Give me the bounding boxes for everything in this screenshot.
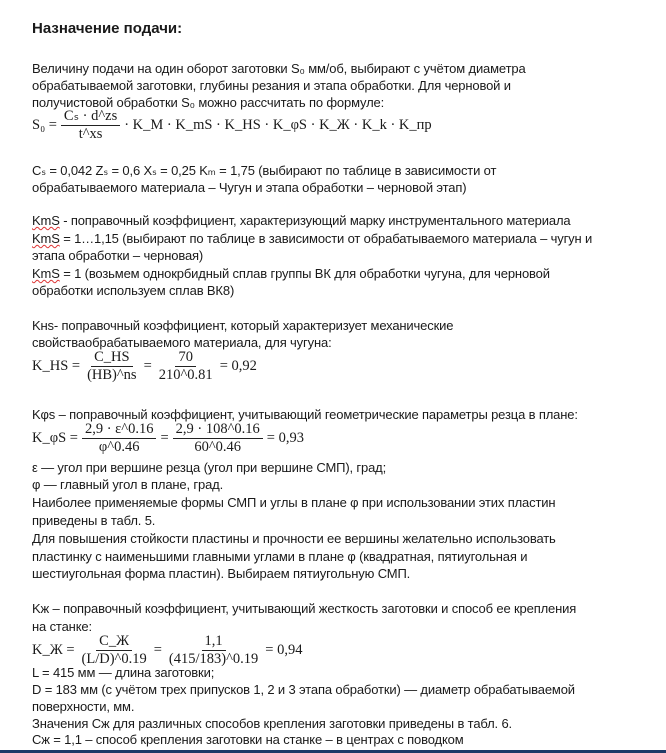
paragraph-line: Наиболее применяемые формы СМП и углы в плане φ при использовании этих пластин [32, 495, 556, 510]
kms-label: KmS [32, 231, 60, 246]
paragraph-line: получистовой обработки S₀ можно рассчитать по формуле: [32, 95, 385, 110]
paragraph-line: приведены в табл. 5. [32, 513, 156, 528]
formula-denominator: 210^0.81 [158, 367, 213, 383]
paragraph-line: Для повышения стойкости пластины и прочности ее вершины желательно использовать [32, 531, 556, 546]
formula-numerator: C_HS [91, 350, 132, 367]
paragraph-line: обработки используем сплав ВК8) [32, 283, 235, 298]
paragraph-line [32, 230, 592, 247]
formula-s0 [32, 109, 432, 142]
formula-numerator: 2,9 · 108^0.16 [173, 422, 263, 439]
formula-numerator: 70 [175, 350, 196, 367]
paragraph-line: поверхности, мм. [32, 699, 135, 714]
formula-lhs: K_Ж = [32, 642, 75, 658]
formula-numerator: Cₛ · d^zs [61, 109, 120, 126]
paragraph-line: пластинку с наименьшими главными углами в плане φ (квадратная, пятиугольная и [32, 549, 528, 564]
formula-denominator: φ^0.46 [98, 439, 140, 455]
paragraph-line [32, 265, 550, 282]
paragraph-line: Kʜs- поправочный коэффициент, который характеризует механические [32, 318, 454, 333]
formula-numerator: 2,9 · ε^0.16 [82, 422, 156, 439]
text: = 1…1,15 (выбирают по таблице в зависимости от обрабатываемого материала – чугун и [59, 231, 593, 246]
formula-result: = 0,92 [219, 358, 257, 374]
formula-result: = 0,94 [265, 642, 303, 658]
formula-kzh: K_Ж = $\frac{C\_Ж}{(L/D)\^{}0.19}$ = $\frac{1,1}{(415/183)\^{}0.19}$ = 0,94 [32, 633, 303, 667]
paragraph-line: Cₛ = 0,042 Zₛ = 0,6 Xₛ = 0,25 Kₘ = 1,75 (выбирают по таблице в зависимости от [32, 163, 497, 178]
formula-lhs: K_HS = [32, 358, 81, 374]
formula-kfs: K_φS = $\frac{2,9 \cdot \varepsilon\^{}0.16}{\varphi\^{}0.46}$ = $\frac{2,9 \cdot 108\^{}0.16}{60\^{}0.46}$ = 0,93 [32, 421, 304, 455]
text: - поправочный коэффициент, характеризующий марку инструментального материала [59, 213, 571, 228]
formula-denominator: 60^0.46 [194, 439, 242, 455]
formula-denominator: (L/D)^0.19 [81, 651, 147, 667]
paragraph-line: свойстваобрабатываемого материала, для чугуна: [32, 335, 332, 350]
formula-denominator: (415/183)^0.19 [168, 651, 259, 667]
formula-denominator: t^xs [78, 126, 103, 142]
paragraph-line: Значения Cж для различных способов крепления заготовки приведены в табл. 6. [32, 716, 513, 731]
kms-label: KmS [32, 213, 60, 228]
paragraph-line: шестиугольная форма пластин). Выбираем пятиугольную СМП. [32, 566, 411, 581]
formula-lhs: K_φS = [32, 430, 78, 446]
paragraph-line: L = 415 мм — длина заготовки; [32, 665, 215, 680]
formula-denominator: (HB)^ns [87, 367, 137, 383]
paragraph-line: Kφs – поправочный коэффициент, учитывающий геометрические параметры резца в плане: [32, 407, 578, 422]
paragraph-line: этапа обработки – черновая) [32, 248, 204, 263]
formula-numerator: C_Ж [96, 634, 132, 651]
paragraph-line: ε — угол при вершине резца (угол при вершине СМП), град; [32, 460, 387, 475]
paragraph-line: обрабатываемого материала – Чугун и этапа обработки – черновой этап) [32, 180, 467, 195]
paragraph-line: Cж = 1,1 – способ крепления заготовки на станке – в центрах с поводком [32, 732, 464, 747]
paragraph-line: D = 183 мм (с учётом трех припусков 1, 2 и 3 этапа обработки) — диаметр обрабатываемой [32, 682, 575, 697]
formula-rhs: · K_M · K_mS · K_HS · K_φS · K_Ж · K_k · K_пр [124, 117, 432, 133]
text: = 1 (возьмем однокрбидный сплав группы ВК для обработки чугуна, для черновой [59, 266, 550, 281]
paragraph-line: Kж – поправочный коэффициент, учитывающий жесткость заготовки и способ ее крепления [32, 601, 577, 616]
paragraph-line: φ — главный угол в плане, град. [32, 477, 224, 492]
paragraph-line: Величину подачи на один оборот заготовки S₀ мм/об, выбирают с учётом диаметра [32, 61, 526, 76]
formula-numerator: 1,1 [202, 634, 226, 651]
kms-label: KmS [32, 266, 60, 281]
formula-result: = 0,93 [266, 430, 304, 446]
paragraph-line: на станке: [32, 619, 92, 634]
paragraph-line [32, 212, 570, 229]
paragraph-line: обрабатываемой заготовки, глубины резания и этапа обработки. Для черновой и [32, 78, 511, 93]
section-title: Назначение подачи: [32, 20, 183, 37]
formula-lhs: S₀ = [32, 117, 57, 133]
formula-khs: K_HS = $\frac{C\_HS}{(HB)\^{}ns}$ = $\frac{70}{210\^{}0.81}$ = 0,92 [32, 349, 257, 383]
